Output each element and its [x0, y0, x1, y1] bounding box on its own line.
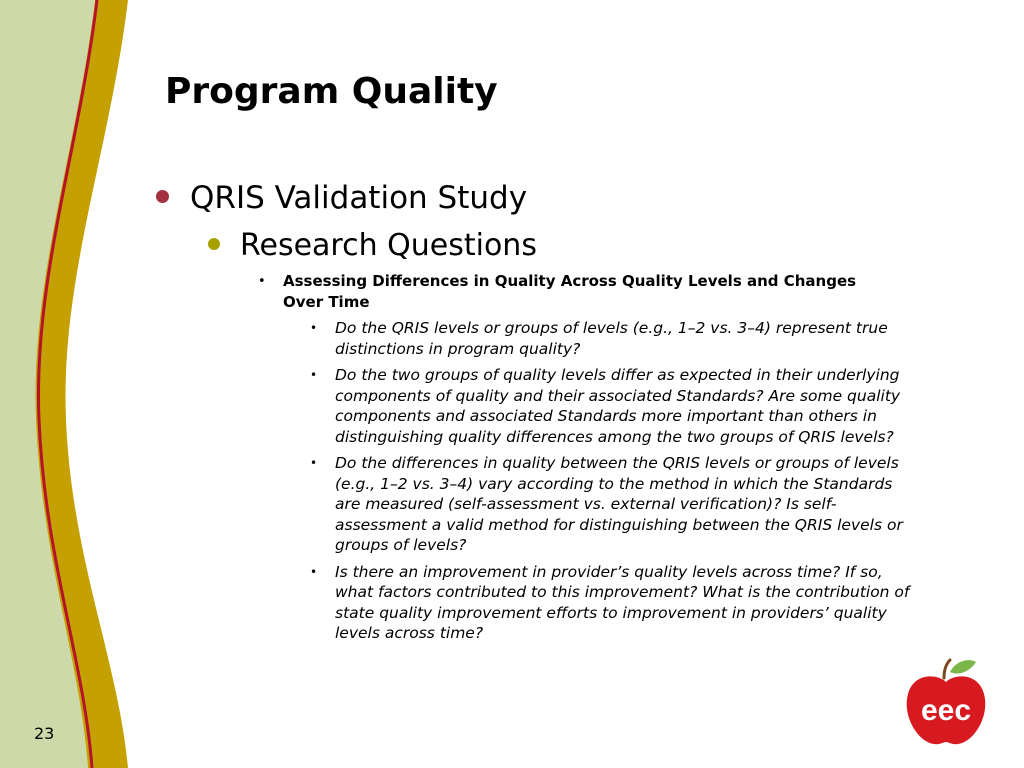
- slide-title: Program Quality: [165, 71, 498, 112]
- list-item: [310, 562, 910, 644]
- bullet-level-2: [208, 226, 537, 266]
- bullet-marker: •: [258, 274, 266, 289]
- bullet-marker: •: [310, 368, 318, 382]
- logo-text: eec: [920, 694, 972, 727]
- bullet-3-text: Assessing Differences in Quality Across Quality Levels and Changes Over Time: [283, 272, 857, 311]
- bullet-marker: •: [310, 564, 318, 579]
- question-text: Is there an improvement in provider’s quality levels across time? If so, what factors contributed to this improvement? What is the contribution of state quality improvement efforts to improvement in providers’ quality levels across time?: [335, 562, 910, 642]
- bullet-1-text: QRIS Validation Study: [190, 180, 528, 216]
- apple-stem: [944, 660, 950, 678]
- bullet-level-1: [156, 177, 527, 219]
- research-questions-list: [310, 318, 910, 650]
- question-text: Do the QRIS levels or groups of levels (e.g., 1–2 vs. 3–4) represent true distinctions in program quality?: [335, 319, 888, 358]
- bullet-dot-olive: [208, 238, 220, 250]
- list-item: [310, 365, 910, 447]
- list-item: [310, 318, 910, 359]
- bullet-marker: •: [310, 321, 318, 335]
- list-item: [310, 453, 910, 556]
- apple-leaf: [950, 660, 976, 673]
- page-number: 23: [34, 724, 55, 743]
- bullet-dot-red: [156, 190, 169, 203]
- bullet-marker: •: [310, 456, 318, 470]
- question-text: Do the differences in quality between the QRIS levels or groups of levels (e.g., 1–2 vs. 3–4) vary according to the method in which the Standards are measured (self-assessment vs. external verification)? Is self-assessment a valid method for distinguishing between the QRIS levels or groups of levels?: [335, 454, 903, 554]
- eec-logo: [900, 656, 992, 748]
- bullet-2-text: Research Questions: [240, 228, 537, 263]
- bullet-level-3: [258, 271, 878, 313]
- question-text: Do the two groups of quality levels differ as expected in their underlying components of quality and their associated Standards? Are some quality components and associated Standards more important than others in distinguishing quality differences among the two groups of QRIS levels?: [335, 366, 901, 446]
